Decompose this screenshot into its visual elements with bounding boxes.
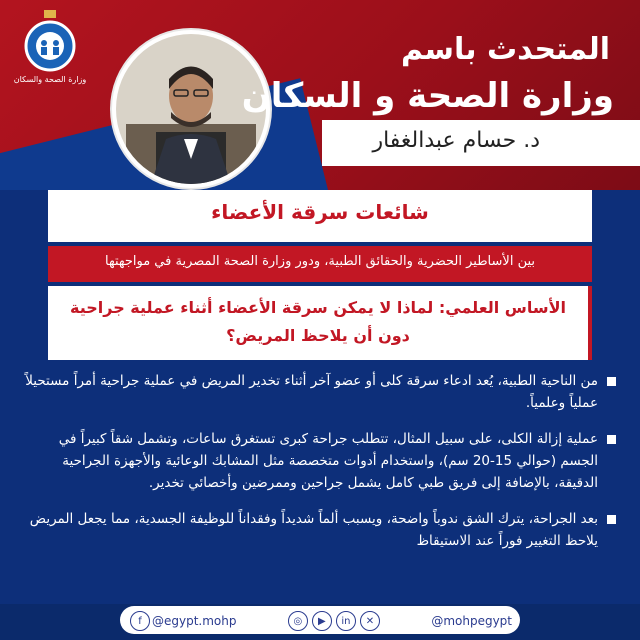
facebook-handle[interactable]: @egypt.mohp [152,614,237,628]
section-subtitle: بين الأساطير الحضرية والحقائق الطبية، ودور وزارة الصحة المصرية في مواجهتها [104,254,536,269]
question-text: الأساس العلمي: لماذا لا يمكن سرقة الأعضاء أثناء عملية جراحية دون أن يلاحظ المريض؟ [69,298,567,345]
bullet-item [24,370,616,414]
facebook-icon[interactable]: f [130,611,150,631]
bullet-item [24,508,616,552]
header-title-line1: المتحدث باسم [400,32,610,67]
center-social-group [286,611,382,631]
header-title-line2: وزارة الصحة و السكان [241,76,614,116]
linkedin-icon[interactable]: in [336,611,356,631]
twitter-handle[interactable]: @mohpegypt [431,614,512,628]
bullet-text: من الناحية الطبية، يُعد ادعاء سرقة كلى أو عضو آخر أثناء تخدير المريض في عملية جراحية أمراً مستحيلاً عملياً وعلمياً. [25,373,598,411]
bullet-square-icon [607,515,616,524]
bullet-square-icon [607,377,616,386]
svg-text:وزارة الصحة والسكان: وزارة الصحة والسكان [14,75,86,84]
youtube-icon[interactable]: ▶ [312,611,332,631]
speaker-name: د. حسام عبدالغفار [372,128,540,153]
bullet-list [24,370,616,566]
x-icon[interactable]: ✕ [360,611,380,631]
bullet-square-icon [607,435,616,444]
bullet-text: عملية إزالة الكلى، على سبيل المثال، تتطلب جراحة كبرى تستغرق ساعات، وتشمل شقاً كبيراً في الجسم (حوالي 15-20 سم)، واستخدام أدوات متخصصة مثل المشابك الوعائية والأجهزة الجراحية الدقيقة، بالإضافة إلى فريق طبي كامل يشمل جراحين وممرضين وأخصائي تخدير. [58,431,598,491]
section-title: شائعات سرقة الأعضاء [211,200,429,224]
bullet-text: بعد الجراحة، يترك الشق ندوباً واضحة، ويسبب ألماً شديداً وفقداناً للوظيفة الجسدية، مما يجعل المريض يلاحظ التغيير فوراً عند الاستيقاظ [29,511,598,549]
right-social-group [431,614,512,628]
left-social-group [128,611,237,631]
bullet-item [24,428,616,494]
footer-social-content [128,611,512,631]
ministry-logo [14,10,86,90]
instagram-icon[interactable]: ◎ [288,611,308,631]
